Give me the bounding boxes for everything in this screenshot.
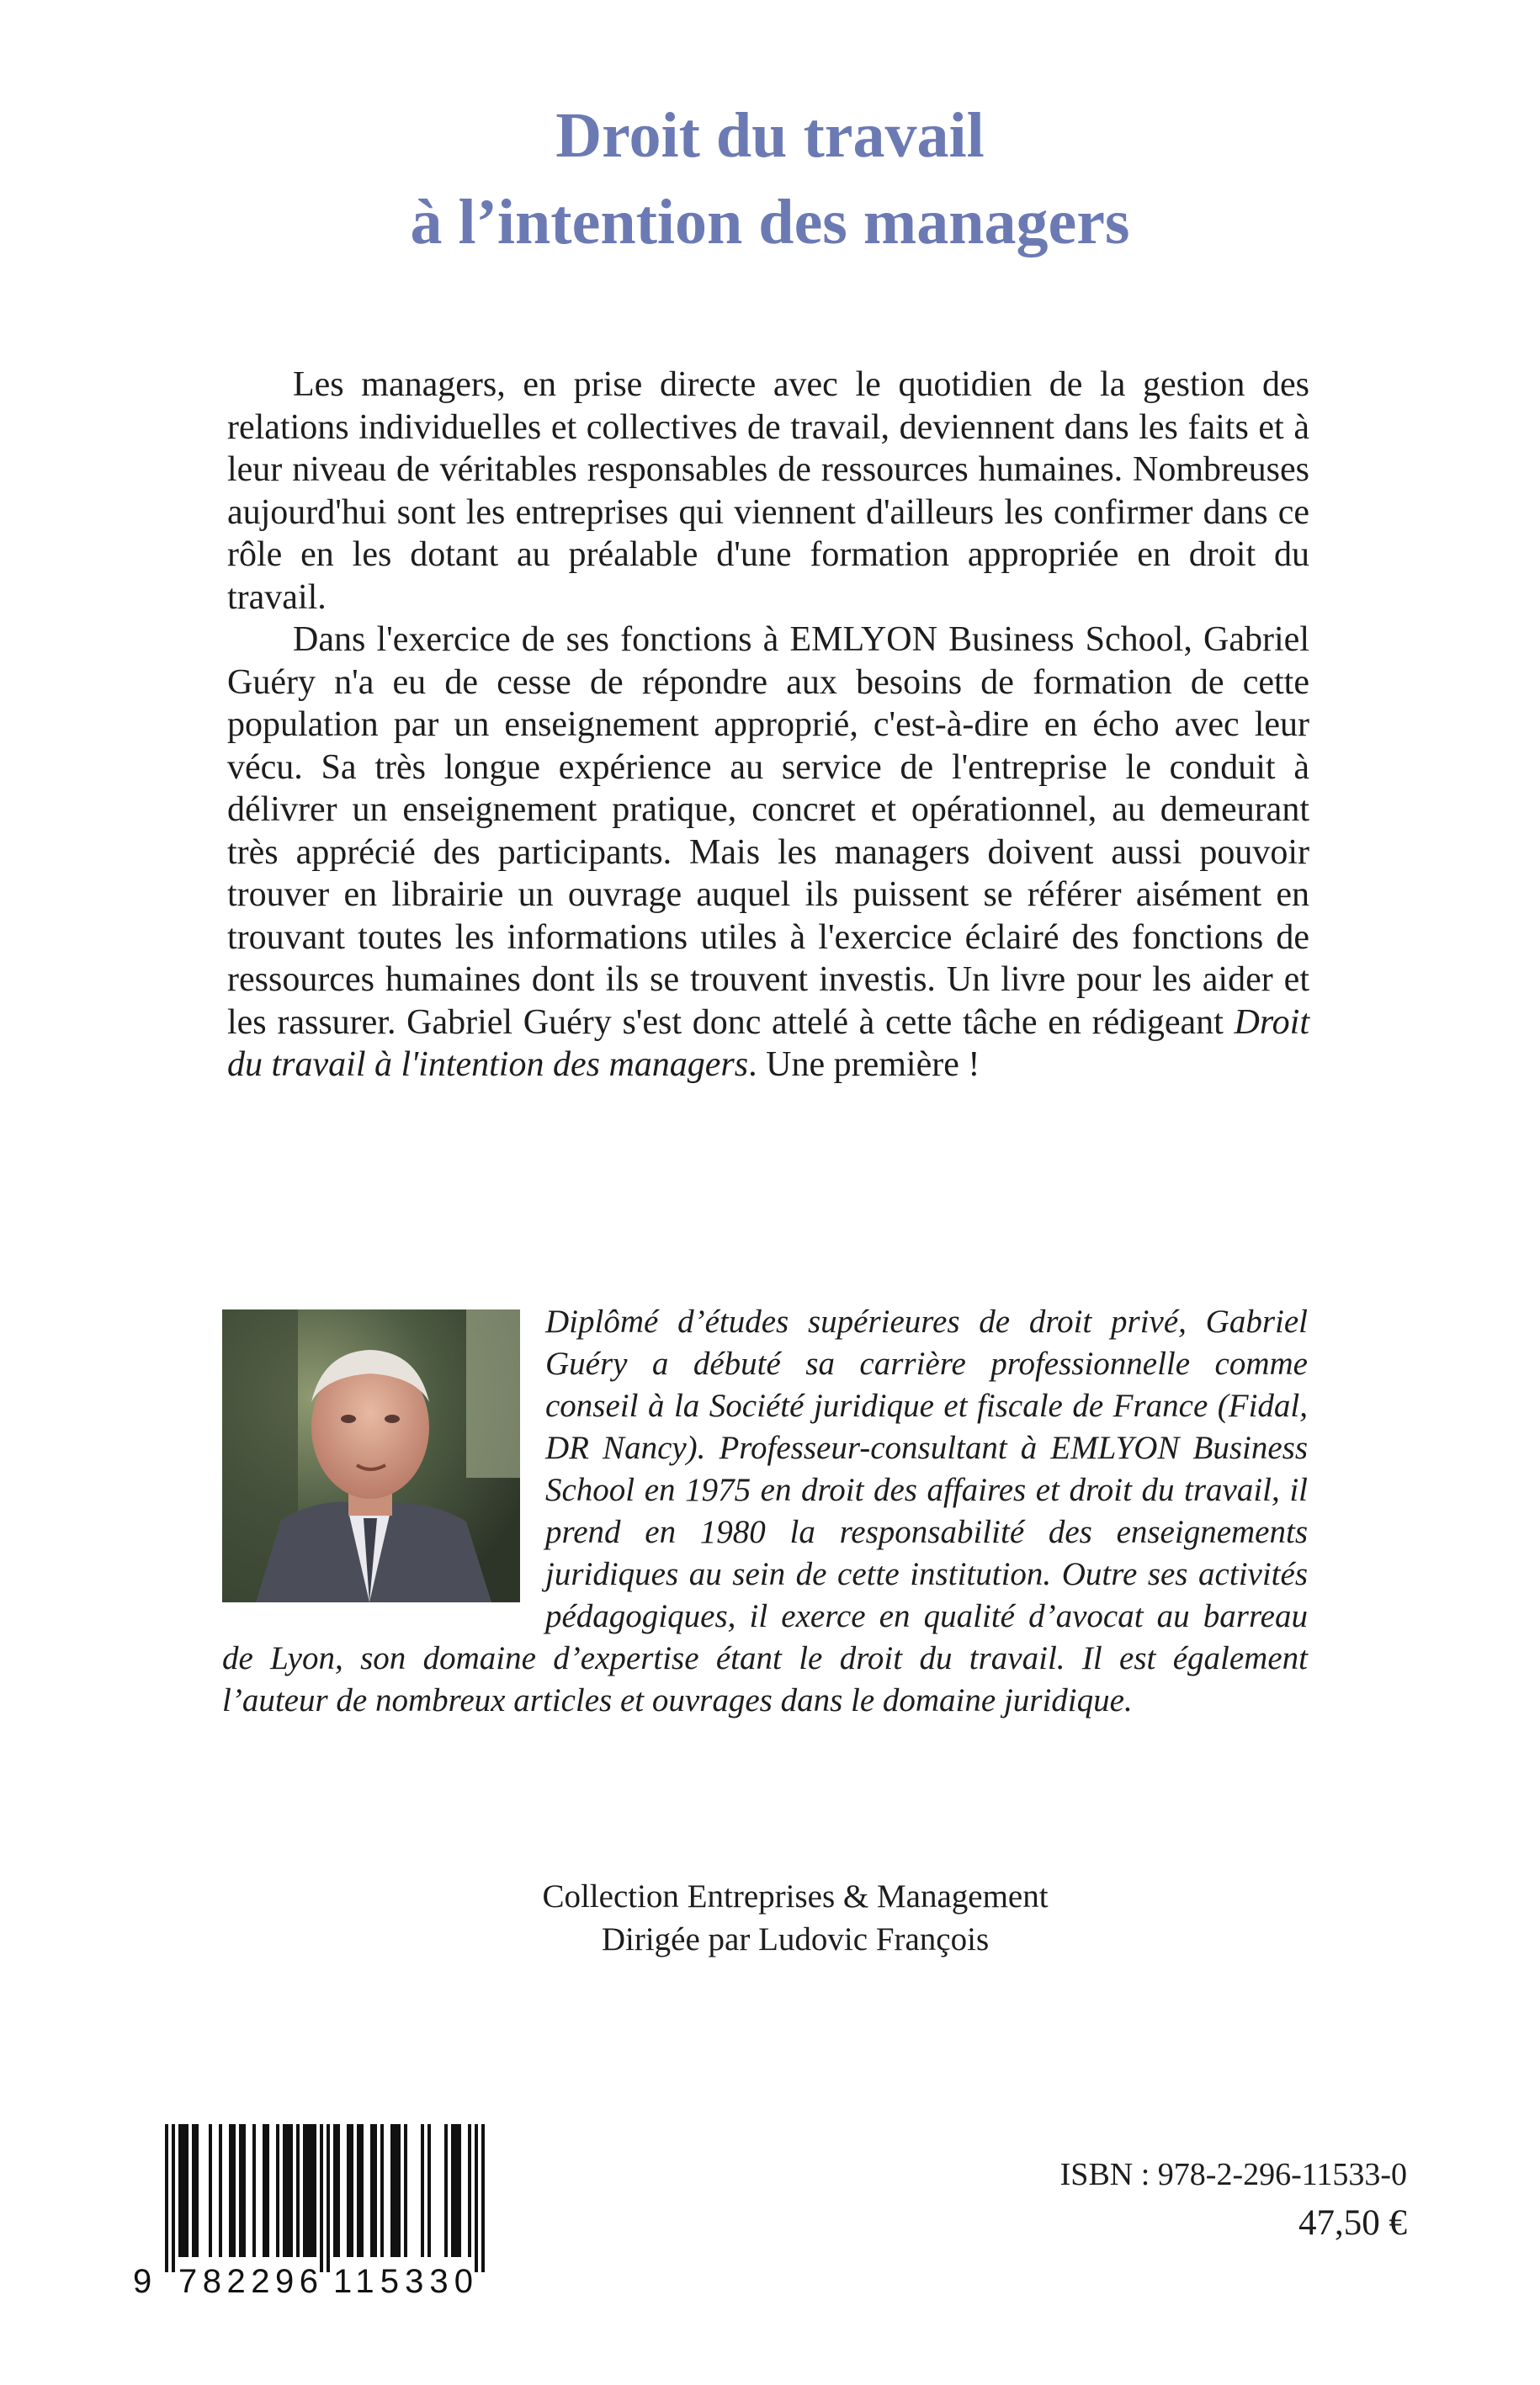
blurb-book-title: Droit du travail à l'intention des managers xyxy=(227,1002,1309,1084)
author-bio xyxy=(222,1301,1308,1722)
barcode-bar-31 xyxy=(357,2124,360,2257)
barcode-bar-15 xyxy=(266,2124,269,2257)
barcode-bar-3 xyxy=(182,2124,185,2257)
barcode-bar-0 xyxy=(165,2124,168,2272)
barcode-bar-11 xyxy=(239,2124,242,2257)
barcode-bar-12 xyxy=(242,2124,246,2257)
barcode-bar-37 xyxy=(394,2124,397,2257)
barcode-bar-20 xyxy=(296,2124,300,2257)
barcode-first-digit: 9 xyxy=(133,2263,152,2297)
barcode-bar-27 xyxy=(333,2124,337,2257)
barcode-bars xyxy=(165,2124,485,2272)
barcode-bar-14 xyxy=(263,2124,266,2257)
back-cover-blurb xyxy=(227,364,1309,1086)
barcode-bar-28 xyxy=(337,2124,340,2257)
barcode-right-digits: 115330 xyxy=(333,2263,473,2297)
barcode-bar-38 xyxy=(397,2124,401,2257)
collection-info xyxy=(0,1875,1540,1961)
barcode-bar-24 xyxy=(313,2124,316,2257)
barcode-bar-32 xyxy=(360,2124,364,2257)
barcode-bar-47 xyxy=(475,2124,478,2272)
barcode-left-digits: 782296 xyxy=(178,2263,318,2297)
barcode-bar-26 xyxy=(327,2124,330,2272)
barcode-bar-34 xyxy=(374,2124,377,2257)
barcode-bar-44 xyxy=(454,2124,458,2257)
barcode-bar-17 xyxy=(283,2124,286,2257)
barcode-bar-9 xyxy=(229,2124,232,2257)
barcode-bar-41 xyxy=(427,2124,431,2257)
isbn: ISBN : 978-2-296-11533-0 xyxy=(1059,2157,1407,2192)
barcode-bar-5 xyxy=(192,2124,195,2257)
collection-director: Dirigée par Ludovic François xyxy=(601,1921,990,1957)
barcode-bar-10 xyxy=(232,2124,236,2257)
blurb-paragraph-1: Les managers, en prise directe avec le quotidien de la gestion des relations individuelles et collectives de travail, deviennent dans les faits et à leur niveau de véritables responsables de ressources humaines. Nombreuses aujourd'hui sont les entreprises qui viennent d'ailleurs les confirmer dans ce rôle en les dotant au préalable d'une formation appropriée en droit du travail. xyxy=(227,365,1309,617)
author-bio-text: Diplômé d’études supérieures de droit privé, Gabriel Guéry a débuté sa carrière professionnelle comme conseil à la Société juridique et fiscale de France (Fidal, DR Nancy). Professeur-consultant à EMLYON Business School en 1975 en droit des affaires et droit du travail, il prend en 1980 la responsabilité des enseignements juridiques au sein de cette institution. Outre ses activités pédagogiques, il exerce en qualité d’avocat au barreau de Lyon, son domaine d’expertise étant le droit du travail. Il est également l’auteur de nombreux articles et ouvrages dans le domaine juridique. xyxy=(222,1304,1308,1718)
title-line-1: Droit du travail xyxy=(555,100,985,171)
barcode-bar-1 xyxy=(172,2124,175,2272)
book-title xyxy=(0,93,1540,266)
barcode-bar-22 xyxy=(306,2124,310,2257)
barcode xyxy=(128,2124,507,2297)
blurb-paragraph-2-end: . Une première ! xyxy=(748,1045,980,1084)
barcode-bar-46 xyxy=(468,2124,471,2257)
collection-name: Collection Entreprises & Management xyxy=(542,1878,1049,1915)
barcode-bar-29 xyxy=(347,2124,350,2257)
barcode-bar-33 xyxy=(370,2124,374,2257)
barcode-bar-25 xyxy=(320,2124,323,2272)
barcode-bar-23 xyxy=(310,2124,313,2257)
barcode-bar-36 xyxy=(390,2124,394,2257)
barcode-bar-4 xyxy=(185,2124,189,2257)
barcode-bar-40 xyxy=(421,2124,424,2257)
barcode-bar-30 xyxy=(350,2124,353,2257)
barcode-bar-7 xyxy=(209,2124,212,2257)
barcode-bar-16 xyxy=(276,2124,279,2257)
barcode-bar-35 xyxy=(380,2124,384,2257)
blurb-paragraph-2-text: Dans l'exercice de ses fonctions à EMLYON Business School, Gabriel Guéry n'a eu de cesse de répondre aux besoins de formation de cette population par un enseignement approprié, c'est-à-dire en écho avec leur vécu. Sa très longue expérience au service de l'entreprise le conduit à délivrer un enseignement pratique, concret et opérationnel, au demeurant très apprécié des participants. Mais les managers doivent aussi pouvoir trouver en librairie un ouvrage auquel ils puissent se référer aisément en trouvant toutes les informations utiles à l'exercice éclairé des fonctions de ressources humaines dont ils se trouvent investis. Un livre pour les aider et les rassurer. Gabriel Guéry s'est donc attelé à cette tâche en rédigeant xyxy=(227,620,1309,1042)
barcode-bar-19 xyxy=(289,2124,293,2257)
blurb-paragraph-2 xyxy=(227,619,1309,1086)
barcode-bar-21 xyxy=(303,2124,306,2257)
barcode-bar-6 xyxy=(195,2124,199,2257)
barcode-bar-39 xyxy=(404,2124,407,2257)
barcode-bar-48 xyxy=(481,2124,485,2272)
barcode-bar-8 xyxy=(219,2124,222,2257)
ean13-barcode xyxy=(128,2124,507,2297)
barcode-bar-18 xyxy=(286,2124,289,2257)
barcode-bar-2 xyxy=(178,2124,182,2257)
price: 47,50 € xyxy=(1298,2203,1407,2243)
barcode-bar-13 xyxy=(252,2124,256,2257)
barcode-bar-45 xyxy=(458,2124,461,2257)
barcode-bar-43 xyxy=(451,2124,454,2257)
barcode-bar-42 xyxy=(444,2124,448,2257)
title-line-2: à l’intention des managers xyxy=(410,187,1130,258)
